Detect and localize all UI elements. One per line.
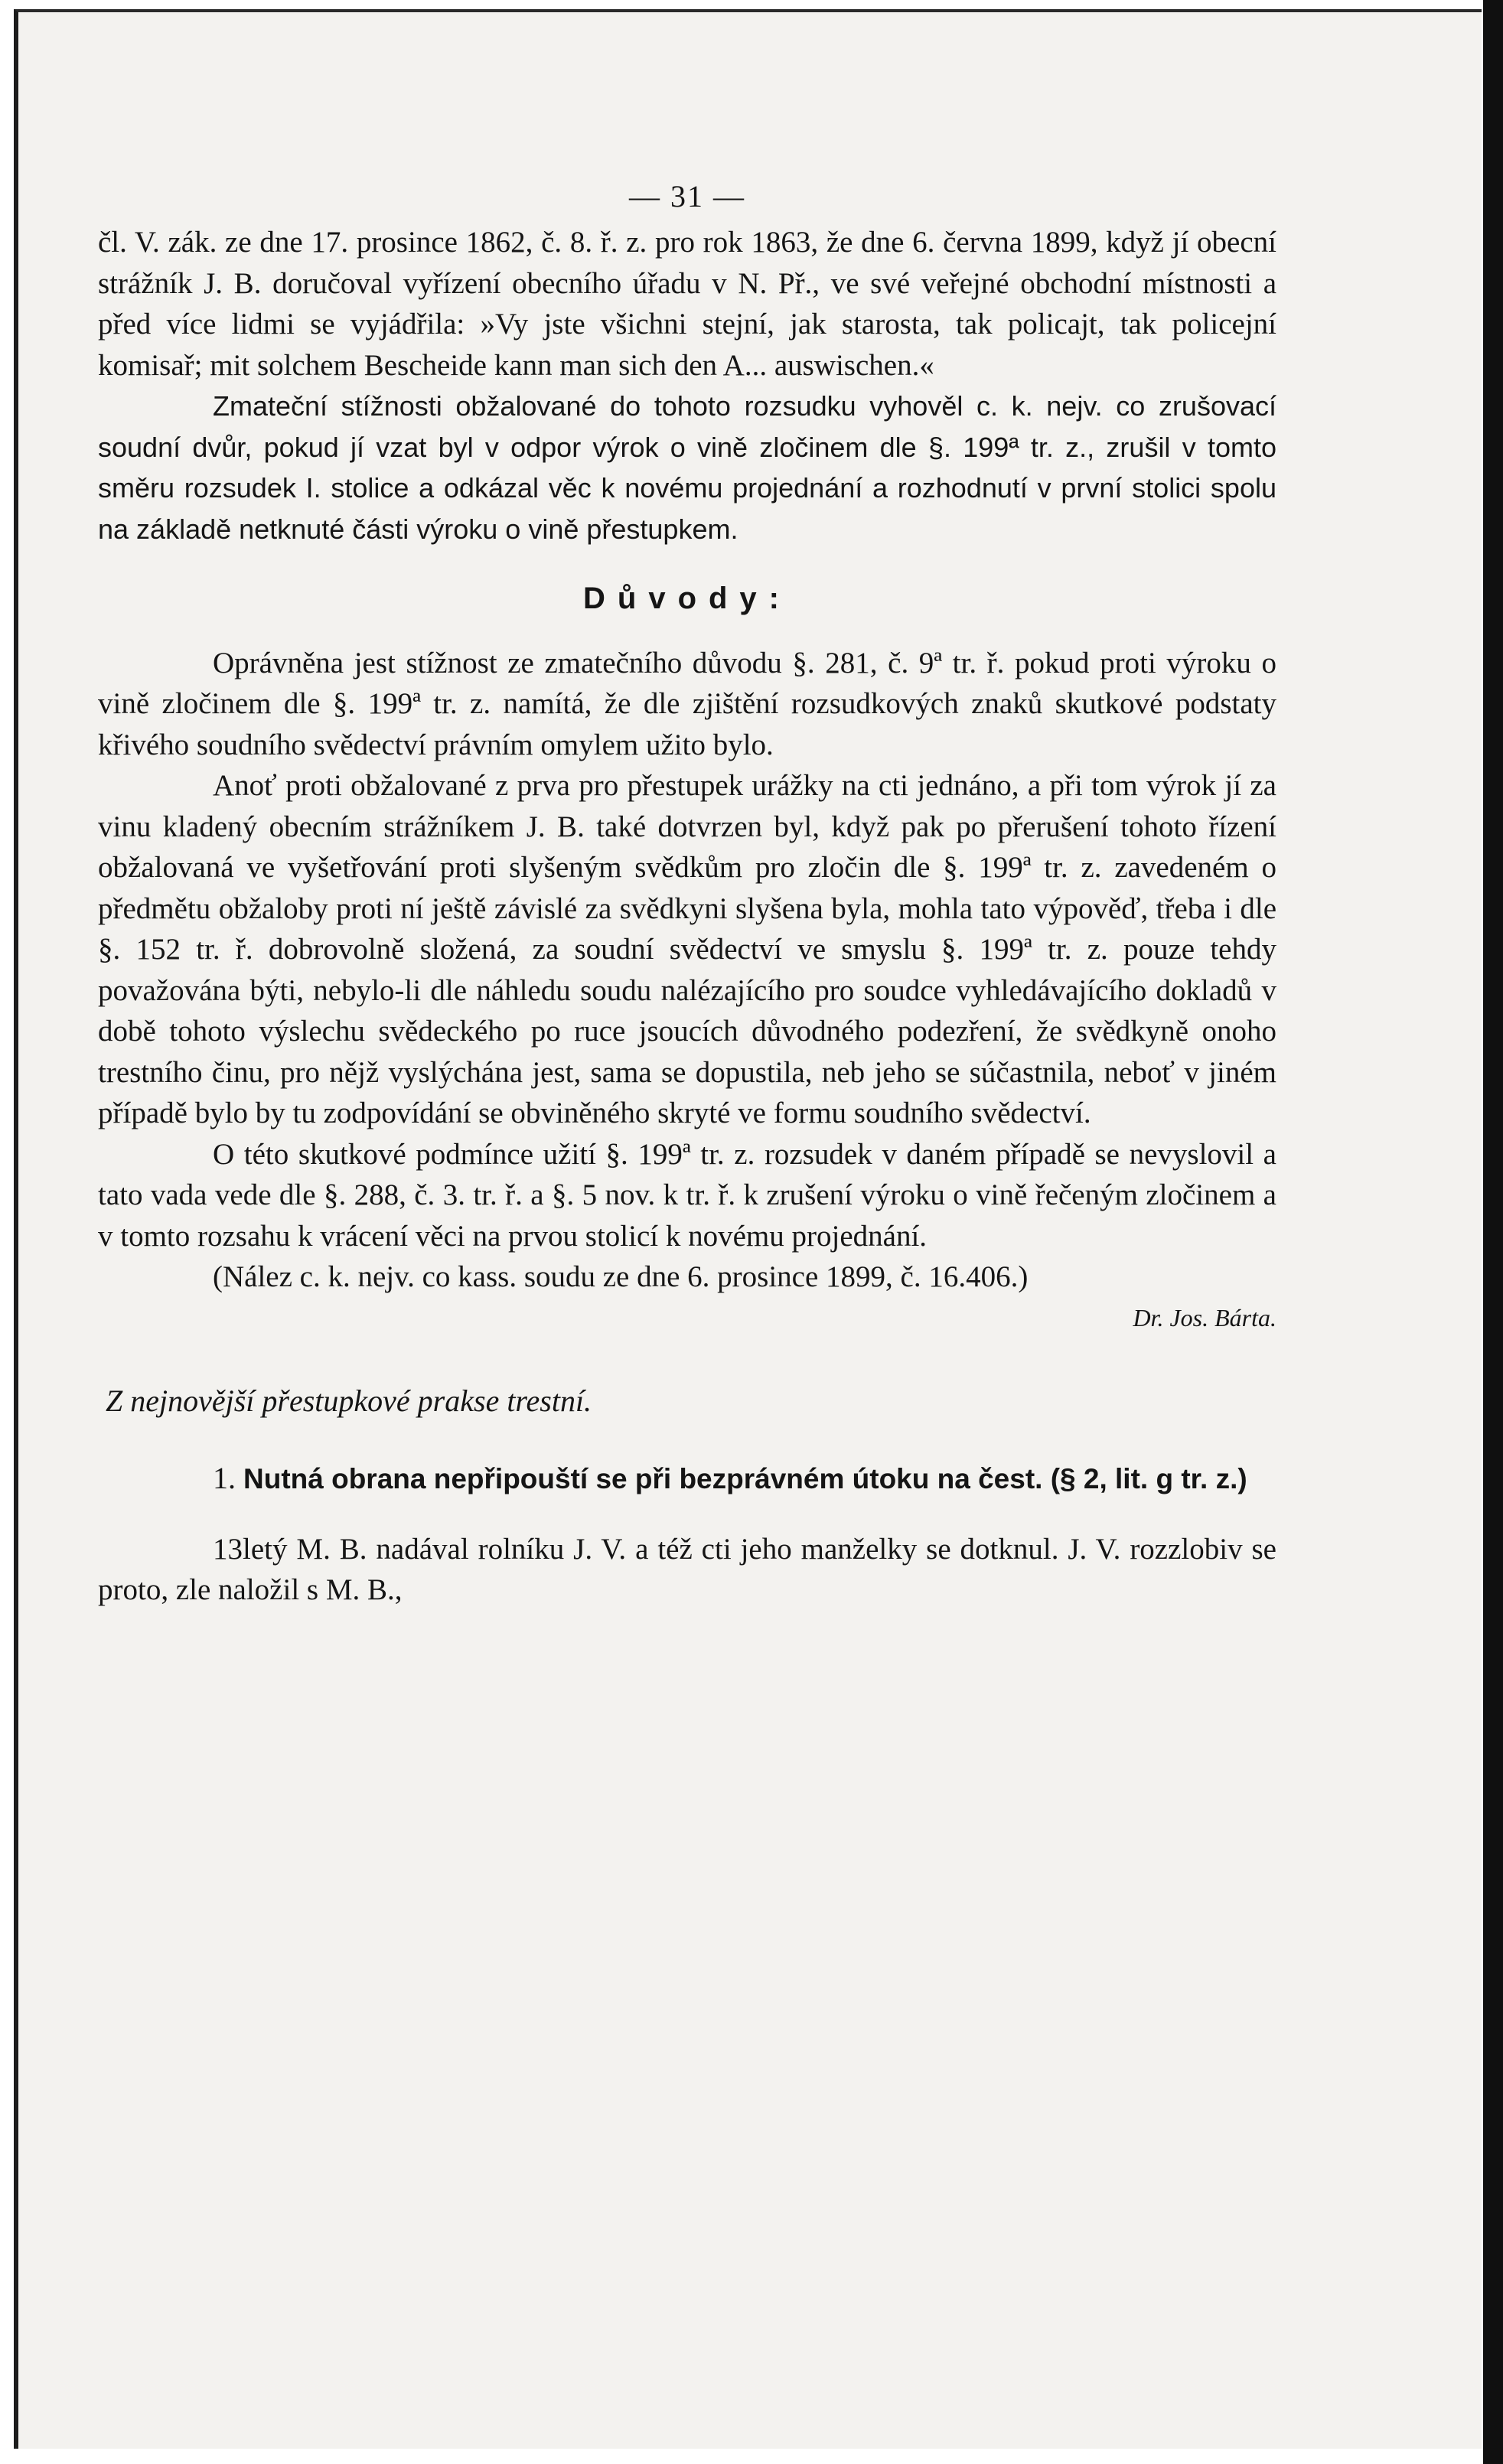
section-title: Z nejnovější přestupkové prakse trestní.: [106, 1383, 592, 1418]
paragraph-7: 13letý M. B. nadával rolníku J. V. a též cti jeho manželky se dotknul. J. V. rozzlobiv se proto, zle naložil s M. B.,: [98, 1532, 1276, 1606]
case-heading: [98, 1458, 1276, 1500]
case-title: Nutná obrana nepřipouští se při bezprávném útoku na čest. (§ 2, lit. g tr. z.): [243, 1463, 1247, 1494]
duvody-heading: Důvody:: [583, 582, 791, 615]
paragraph-3: Oprávněna jest stížnost ze zmatečního důvodu §. 281, č. 9ª tr. ř. pokud proti výroku o vině zločinem dle §. 199ª tr. z. namítá, že dle zjištění rozsudkových znaků skutkové podstaty křivého soudního svědectví právním omylem užito bylo.: [98, 646, 1276, 761]
paragraph-4: Anoť proti obžalované z prva pro přestupek urážky na cti jednáno, a při tom výrok jí za vinu kladený obecním strážníkem J. B. také dotvrzen byl, když pak po přerušení tohoto řízení obžalovaná ve vyšetřování proti slyšeným svědkům pro zločin dle §. 199ª tr. z. zavedeném o předmětu obžaloby proti ní ještě závislé za svědkyni slyšena byla, mohla tato výpověď, třeba i dle §. 152 tr. ř. dobrovolně složená, za soudní svědectví ve smyslu §. 199ª tr. z. pouze tehdy považována býti, nebylo-li dle náhledu soudu nalézajícího pro soudce vyhledávajícího dokladů v době tohoto výslechu svědeckého po ruce jsoucích důvodného podezření, že svědkyně onoho trestního činu, pro nějž vyslýchána jest, sama se dopustila, neb jeho se súčastnila, neboť v jiném případě bylo by tu zodpovídání se obviněného skryté ve formu soudního svědectví.: [98, 769, 1276, 1129]
paragraph-1: čl. V. zák. ze dne 17. prosince 1862, č. 8. ř. z. pro rok 1863, že dne 6. června 1899, když jí obecní strážník J. B. doručoval vyřízení obecního úřadu v N. Př., ve své veřejné obchodní místnosti a před více lidmi se vyjádřila: »Vy jste všichni stejní, jak starosta, tak policajt, tak policejní komisař; mit solchem Bescheide kann man sich den A... auswischen.«: [98, 226, 1276, 382]
case-number: 1.: [213, 1461, 236, 1495]
page-text: [98, 176, 1276, 1611]
scan-edge: [1483, 0, 1503, 2464]
page-number: — 31 —: [629, 179, 745, 213]
paragraph-5: O této skutkové podmínce užití §. 199ª tr. z. rozsudek v daném případě se nevyslovil a tato vada vede dle §. 288, č. 3. tr. ř. a §. 5 nov. k tr. ř. k zrušení výroku o vině řečeným zločinem a v tomto rozsahu k vrácení věci na prvou stolicí k novému projednání.: [98, 1137, 1276, 1253]
signature: Dr. Jos. Bárta.: [1133, 1303, 1276, 1331]
paragraph-2: Zmateční stížnosti obžalované do tohoto rozsudku vyhověl c. k. nejv. co zrušovací soudní dvůr, pokud jí vzat byl v odpor výrok o vině zločinem dle §. 199ª tr. z., zrušil v tomto směru rozsudek I. stolice a odkázal věc k novému projednání a rozhodnutí v první stolici spolu na základě netknuté části výroku o vině přestupkem.: [98, 390, 1276, 545]
ruling-citation: (Nález c. k. nejv. co kass. soudu ze dne 6. prosince 1899, č. 16.406.): [213, 1260, 1029, 1293]
paragraph-6: [98, 1256, 1276, 1331]
